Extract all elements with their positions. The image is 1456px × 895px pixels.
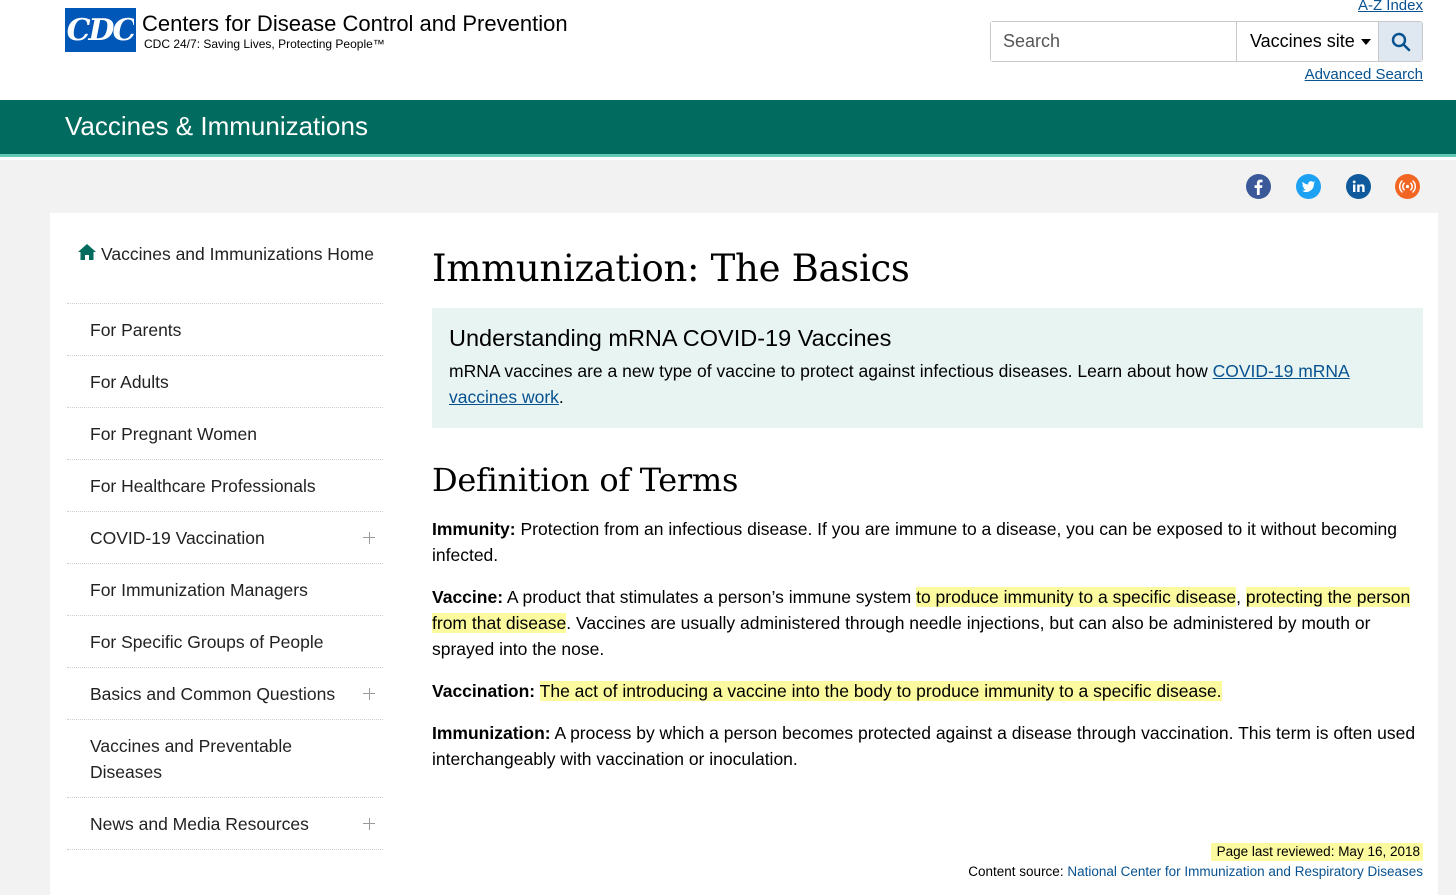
definitions-list bbox=[432, 516, 1427, 788]
search-bar bbox=[990, 21, 1423, 62]
cdc-logo-text: CDC bbox=[66, 12, 135, 48]
facebook-glyph bbox=[1246, 174, 1271, 199]
facebook-icon[interactable] bbox=[1246, 174, 1271, 199]
callout-period: . bbox=[558, 387, 564, 407]
sidebar-item-parents[interactable] bbox=[67, 304, 383, 356]
twitter-icon[interactable] bbox=[1296, 174, 1321, 199]
definition-vaccination bbox=[432, 678, 1427, 704]
term-label: Vaccination: bbox=[432, 681, 536, 701]
caret-down-icon bbox=[1361, 39, 1371, 45]
term-label: Immunity: bbox=[432, 519, 516, 539]
search-icon bbox=[1391, 32, 1411, 52]
expand-plus-icon[interactable] bbox=[363, 818, 375, 830]
cdc-logo[interactable] bbox=[65, 8, 136, 52]
sidebar-item-label: News and Media Resources bbox=[90, 814, 309, 834]
expand-plus-icon[interactable] bbox=[363, 688, 375, 700]
search-scope-dropdown[interactable] bbox=[1237, 22, 1378, 61]
sidebar-item-label: For Pregnant Women bbox=[90, 424, 257, 444]
linkedin-icon[interactable] bbox=[1346, 174, 1371, 199]
term-label: Vaccine: bbox=[432, 587, 504, 607]
term-label: Immunization: bbox=[432, 723, 551, 743]
sidebar-item-label: Vaccines and Preventable Diseases bbox=[90, 736, 293, 782]
search-scope-label: Vaccines site bbox=[1250, 31, 1355, 51]
callout-text bbox=[449, 358, 1406, 410]
term-text: Protection from an infectious disease. If you are immune to a disease, you can be exposed to it without becoming infected. bbox=[432, 519, 1397, 565]
highlighted-text: to produce immunity to a specific disease bbox=[916, 587, 1237, 607]
home-icon bbox=[77, 243, 97, 261]
sidebar-item-label: For Specific Groups of People bbox=[90, 632, 324, 652]
site-title-bar bbox=[0, 100, 1456, 157]
content-source bbox=[968, 863, 1423, 881]
sidebar-item-basics-questions[interactable] bbox=[67, 668, 383, 720]
sidebar-item-label: For Immunization Managers bbox=[90, 580, 308, 600]
term-text bbox=[535, 681, 540, 701]
content-source-link[interactable]: National Center for Immunization and Respiratory Diseases bbox=[1067, 864, 1423, 879]
sidebar-item-home[interactable] bbox=[67, 232, 383, 304]
term-text: . Vaccines are usually administered through needle injections, but can also be administered by mouth or sprayed into the nose. bbox=[432, 613, 1371, 659]
sidebar-nav bbox=[67, 232, 383, 850]
sidebar-item-specific-groups[interactable] bbox=[67, 616, 383, 668]
term-text: , bbox=[1236, 587, 1246, 607]
sidebar-item-label: Basics and Common Questions bbox=[90, 684, 336, 704]
page-last-reviewed: Page last reviewed: May 16, 2018 bbox=[1211, 843, 1423, 861]
expand-plus-icon[interactable] bbox=[363, 532, 375, 544]
sidebar-item-label: COVID-19 Vaccination bbox=[90, 528, 265, 548]
sidebar-item-immunization-managers[interactable] bbox=[67, 564, 383, 616]
site-title[interactable]: Vaccines & Immunizations bbox=[65, 111, 368, 141]
definition-vaccine bbox=[432, 584, 1427, 662]
sidebar-item-preventable-diseases[interactable] bbox=[67, 720, 383, 798]
covid-mrna-callout bbox=[432, 308, 1423, 428]
search-button[interactable] bbox=[1378, 22, 1422, 61]
org-name[interactable]: Centers for Disease Control and Prevention bbox=[142, 11, 568, 36]
definitions-heading: Definition of Terms bbox=[432, 461, 739, 499]
twitter-glyph bbox=[1296, 174, 1321, 199]
advanced-search-link[interactable]: Advanced Search bbox=[1304, 66, 1423, 83]
sidebar-item-healthcare-professionals[interactable] bbox=[67, 460, 383, 512]
callout-heading: Understanding mRNA COVID-19 Vaccines bbox=[449, 325, 892, 351]
syndicate-icon[interactable] bbox=[1395, 174, 1420, 199]
page-title: Immunization: The Basics bbox=[432, 247, 910, 290]
sidebar-item-covid-vaccination[interactable] bbox=[67, 512, 383, 564]
highlighted-text: The act of introducing a vaccine into the body to produce immunity to a specific disease. bbox=[539, 681, 1222, 701]
site-header bbox=[0, 0, 1456, 100]
linkedin-glyph bbox=[1346, 174, 1371, 199]
term-text: A product that stimulates a person’s immune system bbox=[503, 587, 917, 607]
sidebar-item-pregnant-women[interactable] bbox=[67, 408, 383, 460]
syndicate-glyph bbox=[1395, 174, 1420, 199]
sidebar-item-news-media[interactable] bbox=[67, 798, 383, 850]
sidebar-item-label: For Adults bbox=[90, 372, 169, 392]
sidebar-item-label: For Parents bbox=[90, 320, 182, 340]
sidebar-item-label: For Healthcare Professionals bbox=[90, 476, 316, 496]
az-index-link[interactable]: A-Z Index bbox=[1357, 0, 1423, 14]
org-tagline: CDC 24/7: Saving Lives, Protecting People™ bbox=[144, 37, 385, 51]
mrna-vaccines-work-link[interactable]: COVID-19 mRNA vaccines work bbox=[449, 361, 1350, 407]
sidebar-item-adults[interactable] bbox=[67, 356, 383, 408]
sidebar-item-label: Vaccines and Immunizations Home bbox=[101, 244, 374, 264]
highlighted-text: protecting the person from that disease bbox=[432, 587, 1411, 633]
content-source-label: Content source: bbox=[968, 864, 1068, 879]
search-input[interactable] bbox=[991, 22, 1237, 61]
callout-body: mRNA vaccines are a new type of vaccine to protect against infectious diseases. Learn about how bbox=[449, 361, 1213, 381]
definition-immunity bbox=[432, 516, 1427, 568]
term-text: A process by which a person becomes protected against a disease through vaccination. This term is often used interchangeably with vaccination or inoculation. bbox=[432, 723, 1416, 769]
definition-immunization bbox=[432, 720, 1427, 772]
